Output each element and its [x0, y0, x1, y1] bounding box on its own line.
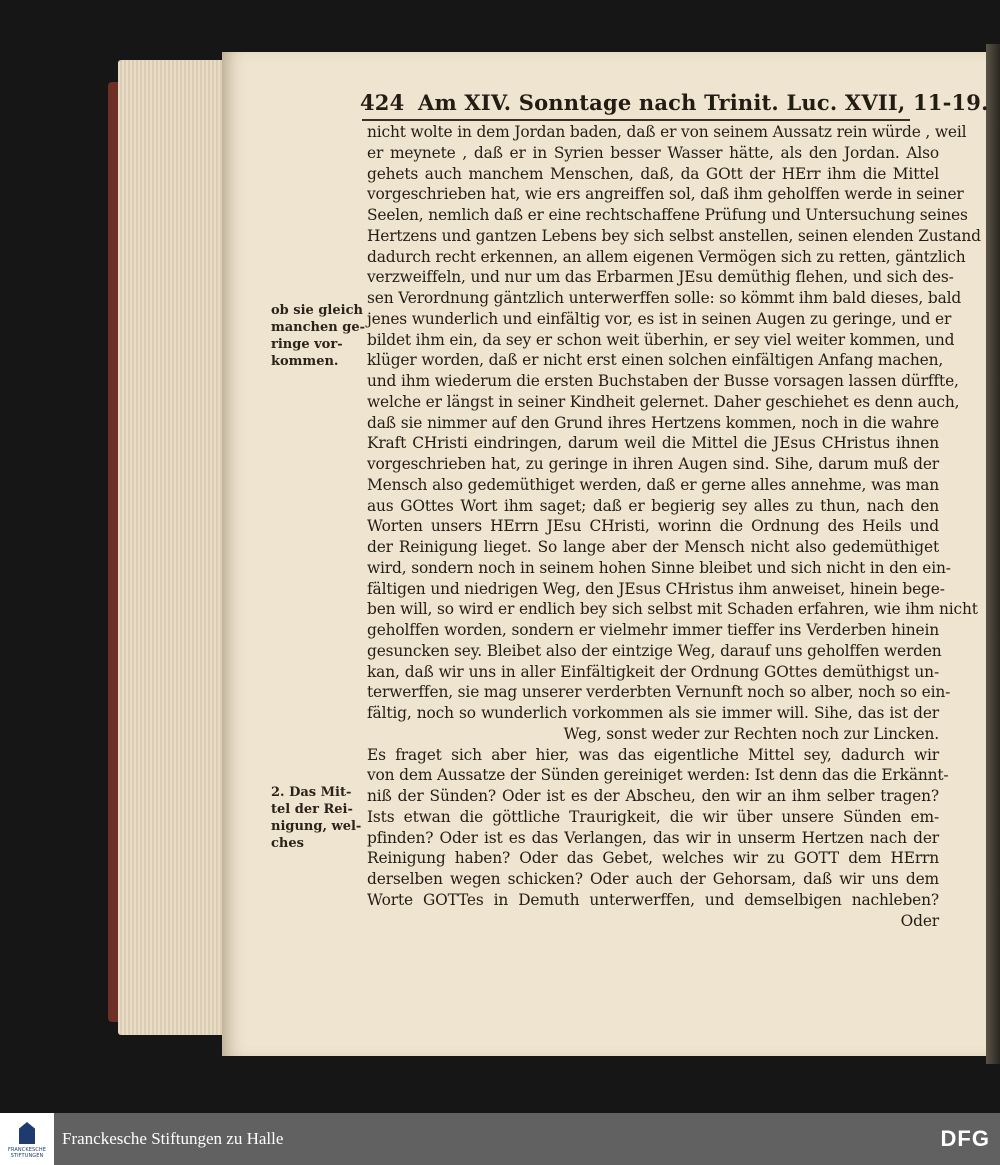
- text-line: kan, daß wir uns in aller Einfältigkeit der Ordnung GOttes demüthigst un-: [367, 662, 939, 681]
- text-line: welche er längst in seiner Kindheit gelernet. Daher geschiehet es denn auch,: [367, 392, 960, 411]
- margin-note-line: kommen.: [271, 354, 339, 369]
- margin-note-line: tel der Rei-: [271, 802, 353, 817]
- text-line: ben will, so wird er endlich bey sich selbst mit Schaden erfahren, wie ihm nicht: [367, 600, 978, 619]
- text-line: gehets auch manchem Menschen, daß, da GOtt der HErr ihm die Mittel: [367, 164, 939, 183]
- text-line: dadurch recht erkennen, an allem eigenen Vermögen sich zu retten, gäntzlich: [367, 247, 966, 266]
- margin-note-line: nigung, wel-: [271, 819, 362, 834]
- margin-note-line: ringe vor-: [271, 337, 343, 352]
- text-line: verzweiffeln, und nur um das Erbarmen JEsu demüthig flehen, und sich des-: [367, 268, 954, 287]
- text-line: gesuncken sey. Bleibet also der eintzige Weg, darauf uns geholffen werden: [367, 641, 942, 660]
- margin-note: [271, 302, 369, 370]
- text-line: von dem Aussatze der Sünden gereiniget werden: Ist denn das die Erkännt-: [367, 766, 949, 785]
- running-title: Am XIV. Sonntage nach Trinit. Luc. XVII, 11-19.: [417, 90, 989, 115]
- header-rule: [362, 119, 910, 121]
- text-line: er meynete , daß er in Syrien besser Wasser hätte, als den Jordan. Also: [367, 143, 939, 162]
- text-line: aus GOttes Wort ihm saget; daß er begierig sey alles zu thun, nach den: [367, 496, 939, 515]
- page-edges: [118, 60, 224, 1035]
- text-line: vorgeschrieben hat, zu geringe in ihren Augen sind. Sihe, darum muß der: [367, 455, 939, 473]
- text-line: geholffen worden, sondern er vielmehr immer tieffer ins Verderben hinein: [367, 621, 939, 639]
- margin-note-line: 2. Das Mit-: [271, 785, 352, 800]
- margin-note-line: ob sie gleich: [271, 303, 363, 318]
- text-line: Es fraget sich aber hier, was das eigentliche Mittel sey, dadurch wir: [367, 745, 939, 764]
- dfg-logo[interactable]: DFG: [940, 1126, 990, 1151]
- text-line: terwerffen, sie mag unserer verderbten Vernunft noch so alber, noch so ein-: [367, 683, 951, 702]
- text-line: Mensch also gedemüthiget werden, daß er gerne alles annehme, was man: [367, 475, 939, 494]
- logo-caption: FRANCKESCHE STIFTUNGEN: [8, 1147, 46, 1159]
- orphanage-building-icon: [19, 1122, 35, 1144]
- text-line: Weg, sonst weder zur Rechten noch zur Lincken.: [563, 724, 939, 743]
- page-header: [360, 90, 989, 115]
- text-line: fältig, noch so wunderlich vorkommen als sie immer will. Sihe, das ist der: [367, 704, 939, 722]
- book-gutter: [986, 44, 1000, 1064]
- viewer-footer: [0, 1113, 1000, 1165]
- page-number: 424: [360, 90, 405, 115]
- text-line: niß der Sünden? Oder ist es der Abscheu, den wir an ihm selber tragen?: [367, 787, 939, 805]
- text-line: nicht wolte in dem Jordan baden, daß er von seinem Aussatz rein würde , weil: [367, 123, 967, 141]
- text-line: vorgeschrieben hat, wie ers angreiffen sol, daß ihm geholffen werde in seiner: [367, 185, 964, 204]
- text-line: Hertzens und gantzen Lebens bey sich selbst anstellen, seinen elenden Zustand: [367, 226, 981, 245]
- institution-logo[interactable]: [0, 1113, 54, 1165]
- text-line: Kraft CHristi eindringen, darum weil die Mittel die JEsus CHristus ihnen: [367, 434, 939, 453]
- institution-name[interactable]: Franckesche Stiftungen zu Halle: [62, 1129, 284, 1148]
- catchword: Oder: [900, 911, 939, 930]
- text-line: und ihm wiederum die ersten Buchstaben der Busse vorsagen lassen dürffte,: [367, 372, 959, 390]
- text-line: daß sie nimmer auf den Grund ihres Hertzens kommen, noch in die wahre: [367, 413, 939, 432]
- text-line: Worte GOTTes in Demuth unterwerffen, und demselbigen nachleben?: [367, 890, 939, 909]
- margin-note: [271, 784, 369, 852]
- text-line: der Reinigung lieget. So lange aber der Mensch nicht also gedemüthiget: [367, 538, 939, 556]
- text-line: jenes wunderlich und einfältig vor, es ist in seinen Augen zu geringe, und er: [367, 309, 952, 328]
- text-line: pfinden? Oder ist es das Verlangen, das wir in unserm Hertzen nach der: [367, 828, 939, 847]
- text-line: klüger worden, daß er nicht erst einen solchen einfältigen Anfang machen,: [367, 351, 944, 370]
- text-line: derselben wegen schicken? Oder auch der Gehorsam, daß wir uns dem: [367, 870, 939, 888]
- text-line: Ists etwan die göttliche Traurigkeit, die wir über unsere Sünden em-: [367, 807, 939, 826]
- text-line: sen Verordnung gäntzlich unterwerffen solle: so kömmt ihm bald dieses, bald: [367, 289, 962, 307]
- text-line: Seelen, nemlich daß er eine rechtschaffene Prüfung und Untersuchung seines: [367, 206, 968, 224]
- margin-note-line: manchen ge-: [271, 320, 366, 335]
- text-line: wird, sondern noch in seinem hohen Sinne bleibet und sich nicht in den ein-: [367, 558, 951, 577]
- text-line: fältigen und niedrigen Weg, den JEsus CHristus ihm anweiset, hinein bege-: [367, 579, 945, 598]
- text-line: Worten unsers HErrn JEsu CHristi, worinn die Ordnung des Heils und: [367, 517, 939, 536]
- text-line: bildet ihm ein, da sey er schon weit überhin, er sey viel weiter kommen, und: [367, 330, 955, 349]
- margin-note-line: ches: [271, 836, 304, 851]
- body-text: [367, 122, 981, 931]
- text-line: Reinigung haben? Oder das Gebet, welches wir zu GOTT dem HErrn: [367, 849, 939, 868]
